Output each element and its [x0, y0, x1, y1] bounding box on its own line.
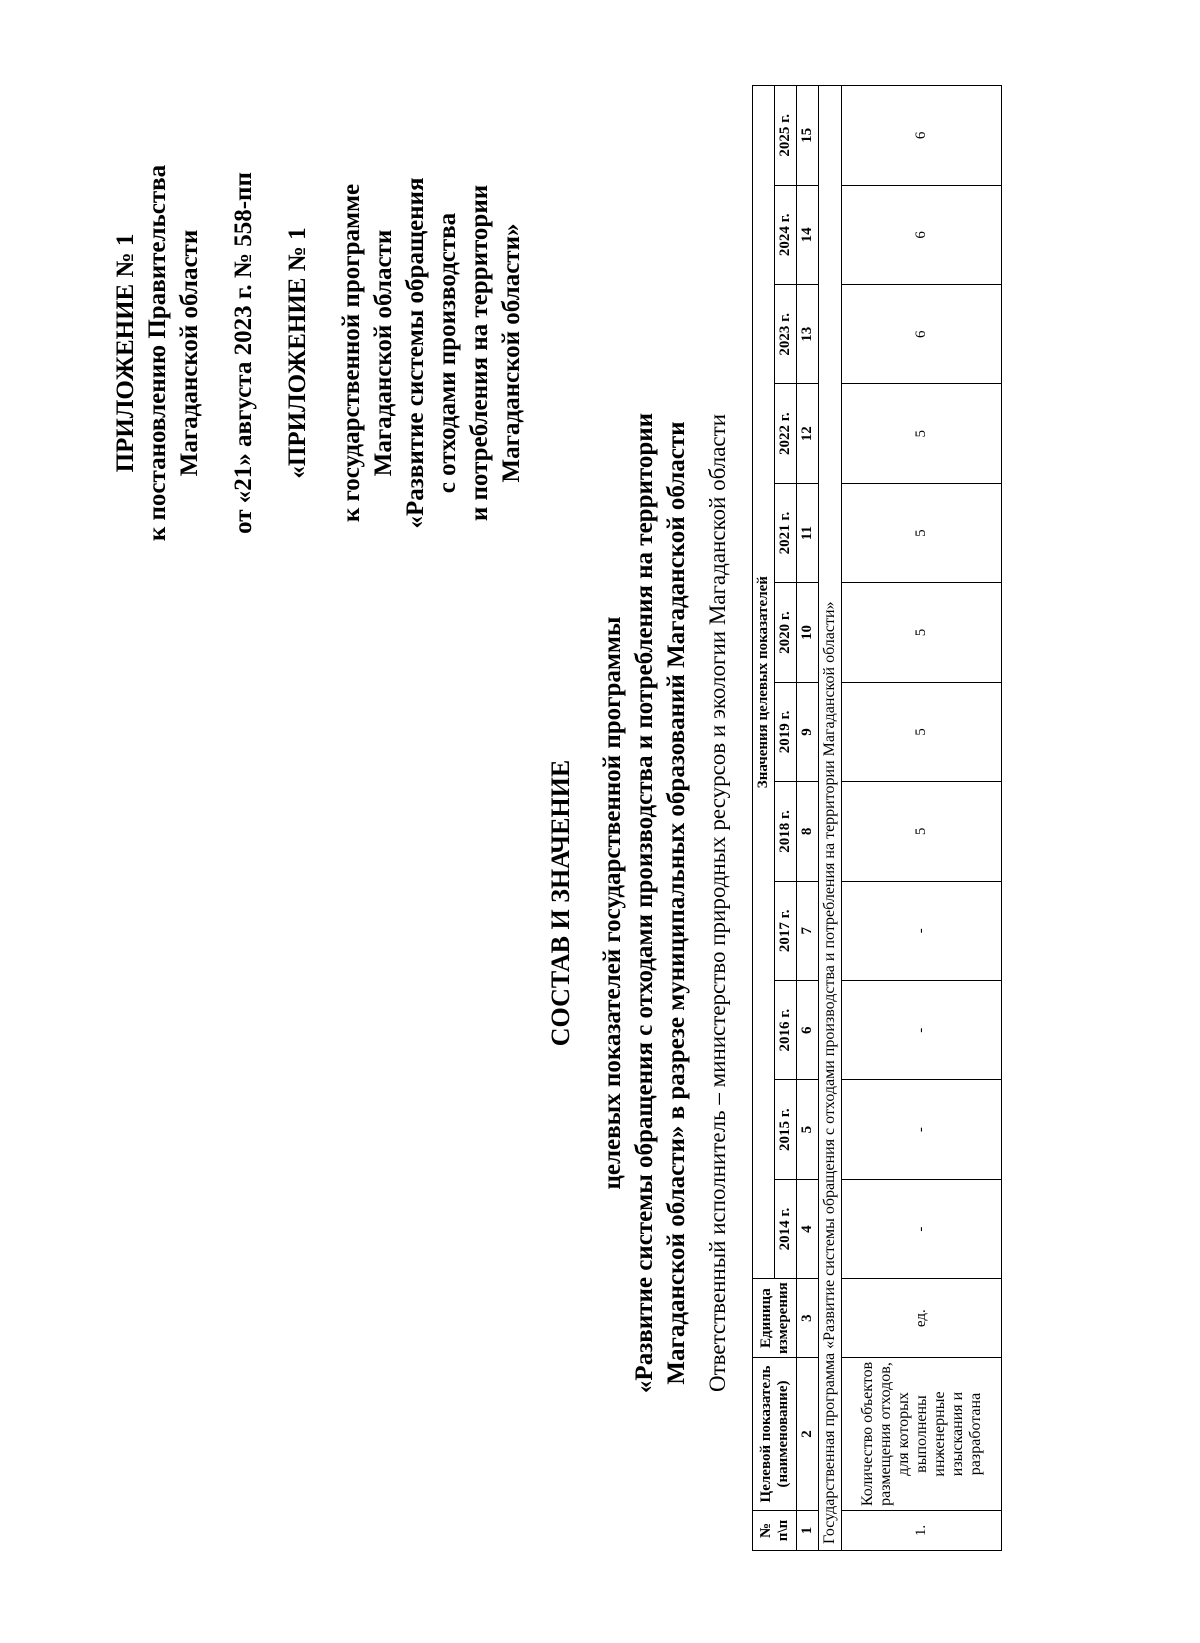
col-number: 3 [797, 1279, 819, 1358]
col-number: 7 [797, 881, 819, 980]
row-unit: ед. [842, 1279, 1002, 1358]
appendix-line: «Развитие системы обращения [402, 177, 429, 529]
appendix-heading: ПРИЛОЖЕНИЕ № 1 [112, 233, 139, 473]
row-value: 5 [842, 682, 1002, 781]
col-number: 14 [797, 185, 819, 284]
row-name: Количество объектов размещения отходов, для которых выполнены инженерные изыскания и разработана [842, 1358, 1002, 1511]
col-number: 15 [797, 86, 819, 186]
col-number: 6 [797, 981, 819, 1080]
header-year: 2024 г. [775, 185, 797, 284]
col-number: 11 [797, 483, 819, 582]
appendix-line: Магаданской области [176, 229, 203, 477]
header-year: 2025 г. [775, 86, 797, 186]
col-number: 13 [797, 285, 819, 384]
appendix-line: Магаданской области» [498, 223, 525, 483]
appendix-line: и потребления на территории [466, 184, 493, 522]
appendix-line: с отходами производства [434, 212, 461, 494]
title-line: Магаданской области» в разрезе муниципальных образований Магаданской области [663, 421, 690, 1385]
header-year: 2019 г. [775, 682, 797, 781]
appendix-heading-2: «ПРИЛОЖЕНИЕ № 1 [284, 227, 311, 479]
title-main: СОСТАВ И ЗНАЧЕНИЕ [546, 759, 575, 1047]
row-value: - [842, 1179, 1002, 1278]
header-year: 2017 г. [775, 881, 797, 980]
header-year: 2018 г. [775, 782, 797, 881]
row-value: 5 [842, 782, 1002, 881]
header-unit: Единица измерения [753, 1279, 797, 1358]
col-number: 5 [797, 1080, 819, 1179]
row-value: - [842, 981, 1002, 1080]
appendix-block [110, 63, 528, 643]
title-line: «Развитие системы обращения с отходами производства и потребления на территории [631, 412, 658, 1394]
appendix-line: Магаданской области [370, 229, 397, 477]
row-value: 5 [842, 583, 1002, 682]
document-title [545, 283, 693, 1523]
header-year: 2015 г. [775, 1080, 797, 1179]
col-number: 9 [797, 682, 819, 781]
header-num: № п\п [753, 1511, 797, 1551]
row-value: 6 [842, 285, 1002, 384]
col-number: 2 [797, 1358, 819, 1511]
appendix-decree: от «21» августа 2023 г. № 558-пп [230, 172, 257, 534]
appendix-line: к постановлению Правительства [144, 164, 171, 542]
row-value: - [842, 1080, 1002, 1179]
header-year: 2016 г. [775, 981, 797, 1080]
title-line: целевых показателей государственной программы [599, 616, 626, 1190]
appendix-line: к государственной программе [338, 183, 365, 523]
header-year: 2021 г. [775, 483, 797, 582]
col-number: 12 [797, 384, 819, 483]
row-value: 6 [842, 185, 1002, 284]
row-value: 6 [842, 86, 1002, 186]
header-year: 2014 г. [775, 1179, 797, 1278]
program-row: Государственная программа «Развитие системы обращения с отходами производства и потребления на территории Магаданской области» [819, 86, 842, 1551]
header-year: 2022 г. [775, 384, 797, 483]
row-value: - [842, 881, 1002, 980]
col-number: 8 [797, 782, 819, 881]
row-num: 1. [842, 1511, 1002, 1551]
header-values: Значения целевых показателей [753, 86, 775, 1279]
col-number: 1 [797, 1511, 819, 1551]
col-number: 10 [797, 583, 819, 682]
header-name: Целевой показатель (наименование) [753, 1358, 797, 1511]
header-year: 2023 г. [775, 285, 797, 384]
responsible-executor: Ответственный исполнитель – министерство природных ресурсов и экологии Магаданской области [705, 413, 730, 1393]
row-value: 5 [842, 384, 1002, 483]
row-value: 5 [842, 483, 1002, 582]
header-year: 2020 г. [775, 583, 797, 682]
col-number: 4 [797, 1179, 819, 1278]
indicators-table [752, 85, 1002, 1551]
